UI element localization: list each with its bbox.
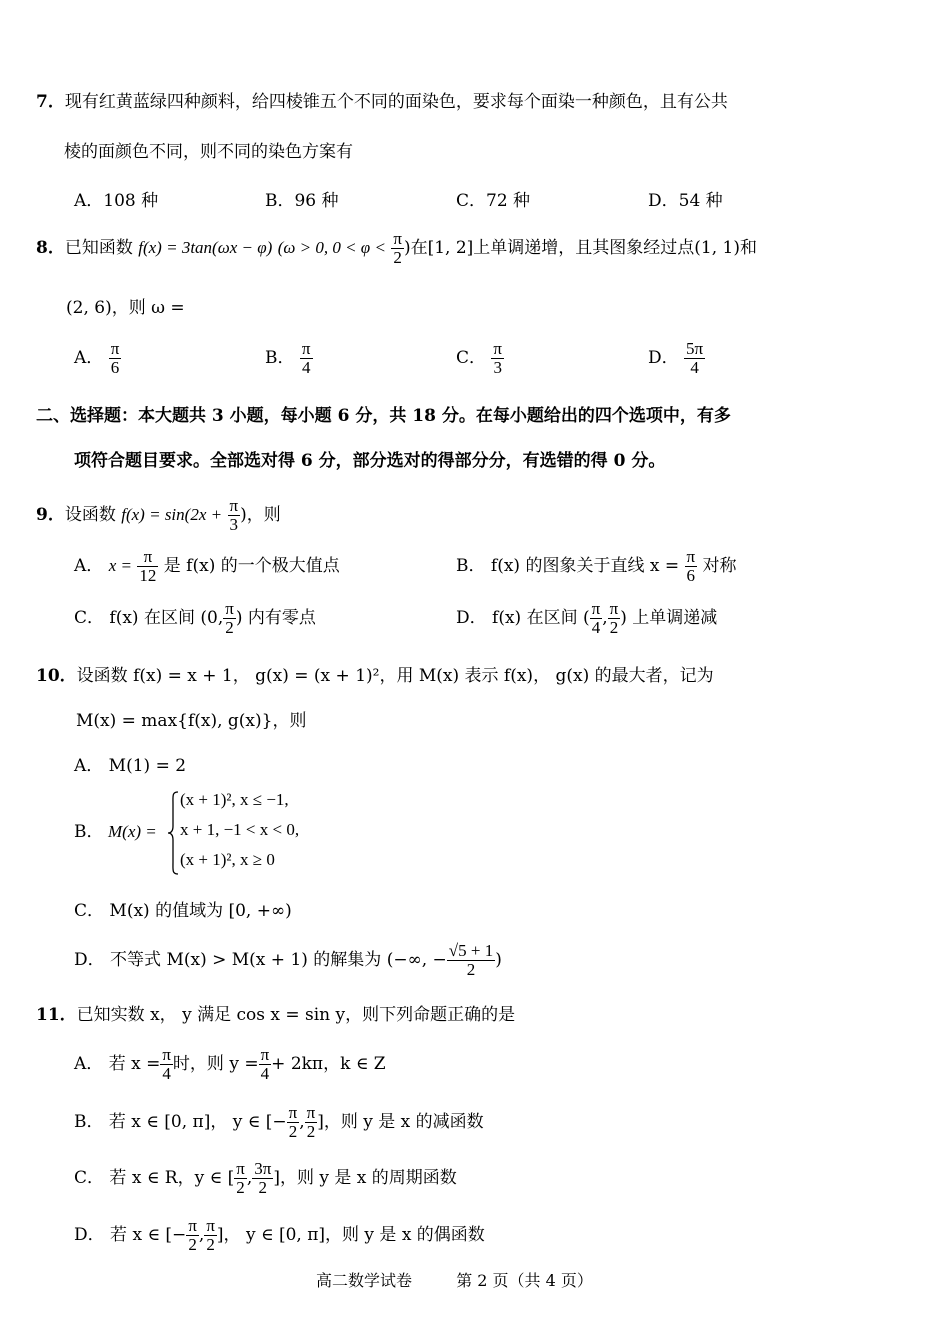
footer-page-number: 第 2 页（共 4 页） <box>456 1271 593 1290</box>
q7-stem-line2: 棱的面颜色不同，则不同的染色方案有 <box>64 142 353 162</box>
q8-b-den: 4 <box>300 358 313 377</box>
q8-condition: (ω > 0, 0 < φ < <box>277 237 386 257</box>
q8-a-num: π <box>110 339 120 358</box>
q11-b-text2: ]，则 y 是 x 的减函数 <box>317 1111 484 1132</box>
q11-a-den2: 4 <box>259 1064 272 1083</box>
q9-c-fraction <box>223 600 236 637</box>
q9-b-num: π <box>686 547 696 566</box>
q11-d-text1: 若 x ∈ [− <box>110 1224 187 1245</box>
q9-d-text: f(x) 在区间 ( <box>492 607 590 628</box>
q8-c-den: 3 <box>491 358 504 377</box>
q11-c-fraction1 <box>234 1160 247 1197</box>
q11-c-num2: 3π <box>254 1159 272 1178</box>
q8-frac-num: π <box>393 229 402 248</box>
q8-option-b-fraction <box>300 340 313 377</box>
q8-b-num: π <box>301 339 311 358</box>
q8-option-c-label: C． <box>456 347 487 368</box>
q11-c-text2: ]，则 y 是 x 的周期函数 <box>273 1167 457 1188</box>
q8-option-c-fraction <box>491 340 504 377</box>
q11-b-label: B． <box>74 1111 104 1132</box>
q10-text1: 设函数 f(x) = x + 1， g(x) = (x + 1)²，用 M(x) 表示 f(x)， g(x) 的最大者，记为 <box>76 666 714 686</box>
q8-option-d-fraction <box>684 340 705 377</box>
q7-text1: 现有红黄蓝绿四种颜料，给四棱锥五个不同的面染色，要求每个面染一种颜色，且有公共 <box>64 92 728 112</box>
q10-option-d <box>74 942 502 979</box>
q11-c-den1: 2 <box>234 1178 247 1197</box>
q9-option-c <box>74 600 316 637</box>
q10-stem-line2: M(x) = max{f(x), g(x)}，则 <box>76 711 307 731</box>
q9-c-text: f(x) 在区间 (0, <box>109 607 224 628</box>
section2-header-line2: 项符合题目要求。全部选对得 6 分，部分选对的得部分分，有选错的得 0 分。 <box>74 451 666 471</box>
q9-text1: 设函数 <box>64 504 116 525</box>
q9-stem <box>36 497 281 534</box>
q11-c-comma: , <box>246 1167 253 1188</box>
q9-d-num1: π <box>591 599 601 618</box>
q9-c-den: 2 <box>223 618 236 637</box>
q8-stem-line1 <box>36 230 757 267</box>
q10-b-label: B． <box>74 822 104 842</box>
q7-option-a: A．108 种 <box>74 191 159 211</box>
q11-a-num2: π <box>260 1045 270 1064</box>
q8-frac-den: 2 <box>391 248 404 267</box>
q11-a-den1: 4 <box>160 1064 173 1083</box>
q10-option-a: A． M(1) = 2 <box>74 756 187 776</box>
q9-option-b <box>456 548 737 585</box>
q11-b-den2: 2 <box>305 1122 318 1141</box>
section2-header-line1: 二、选择题：本大题共 3 小题，每小题 6 分，共 18 分。在每小题给出的四个选项中，有多 <box>36 406 731 426</box>
q11-c-den2: 2 <box>252 1178 273 1197</box>
q9-d-fraction1 <box>590 600 603 637</box>
q11-option-d <box>74 1217 485 1254</box>
q8-d-num: 5π <box>686 339 704 358</box>
q9-frac-num: π <box>229 496 239 515</box>
q11-a-text2: 时，则 y = <box>172 1053 259 1074</box>
q9-text2: )，则 <box>240 504 281 525</box>
q9-b-label: B． <box>456 555 486 576</box>
q8-number: 8． <box>36 237 65 258</box>
q10-stem-line1 <box>36 666 714 686</box>
q9-d-num2: π <box>609 599 619 618</box>
q9-a-label: A． <box>74 555 104 576</box>
q9-function: f(x) = sin(2x + <box>121 504 223 524</box>
q8-a-den: 6 <box>109 358 122 377</box>
q11-b-text1: 若 x ∈ [0, π]， y ∈ [− <box>108 1111 287 1132</box>
q9-d-den2: 2 <box>608 618 621 637</box>
q9-d-comma: , <box>602 607 608 628</box>
q9-b-text: f(x) 的图象关于直线 x = <box>490 555 680 576</box>
q8-c-num: π <box>493 339 503 358</box>
q11-b-comma: , <box>299 1111 305 1132</box>
q11-text: 已知实数 x， y 满足 cos x = sin y，则下列命题正确的是 <box>76 1005 516 1025</box>
q8-option-d <box>648 340 705 377</box>
q9-b-rest: 对称 <box>702 555 737 576</box>
q8-d-den: 4 <box>684 358 705 377</box>
q9-a-den: 12 <box>139 565 157 585</box>
q10-option-c: C． M(x) 的值域为 [0, +∞) <box>74 901 292 921</box>
q7-number: 7． <box>36 92 65 112</box>
q9-c-rest: ) 内有零点 <box>235 607 316 628</box>
q11-b-fraction1 <box>287 1104 300 1141</box>
q9-a-x: x = <box>108 555 132 575</box>
q11-b-num1: π <box>288 1103 298 1122</box>
q11-d-fraction2 <box>204 1217 217 1254</box>
page-footer <box>316 1268 593 1291</box>
q9-number: 9． <box>36 504 65 525</box>
q10-b-lhs: M(x) = <box>108 822 157 841</box>
q8-text2: )在[1, 2]上单调递增，且其图象经过点(1, 1)和 <box>403 237 757 258</box>
q10-d-end: ) <box>495 949 502 970</box>
q7-option-b: B．96 种 <box>265 191 339 211</box>
q11-a-text1: 若 x = <box>108 1053 161 1074</box>
q10-d-fraction <box>447 942 495 979</box>
q11-c-text1: 若 x ∈ R，y ∈ [ <box>109 1167 235 1188</box>
q11-number: 11． <box>36 1005 77 1025</box>
q11-b-den1: 2 <box>287 1122 300 1141</box>
q9-fraction-pi-3 <box>228 497 241 534</box>
q11-d-fraction1 <box>186 1217 199 1254</box>
q10-d-num: √5 + 1 <box>448 941 494 960</box>
q9-a-rest: 是 f(x) 的一个极大值点 <box>163 555 340 576</box>
q11-d-num1: π <box>188 1216 197 1235</box>
q10-d-label: D． <box>74 949 105 970</box>
q8-stem-line2: (2, 6)，则 ω = <box>66 298 185 318</box>
q9-c-num: π <box>225 599 234 618</box>
q10-d-den: 2 <box>447 960 495 979</box>
q9-frac-den: 3 <box>228 515 241 534</box>
q10-option-b <box>74 788 394 878</box>
q11-b-num2: π <box>306 1103 316 1122</box>
q11-option-b <box>74 1104 484 1141</box>
q11-c-label: C． <box>74 1167 105 1188</box>
q11-a-fraction2 <box>259 1046 272 1083</box>
q11-d-den1: 2 <box>186 1235 199 1254</box>
q10-b-case3: (x + 1)², x ≥ 0 <box>180 850 275 869</box>
q8-option-a-fraction <box>109 340 122 377</box>
q9-d-rest: ) 上单调递减 <box>620 607 718 628</box>
q11-stem <box>36 1005 515 1025</box>
q9-c-label: C． <box>74 607 105 628</box>
q8-option-d-label: D． <box>648 347 679 368</box>
footer-title: 高二数学试卷 <box>316 1271 413 1290</box>
q11-d-den2: 2 <box>204 1235 217 1254</box>
q10-number: 10． <box>36 666 77 686</box>
q9-a-fraction <box>137 548 158 585</box>
q11-option-a <box>74 1046 386 1083</box>
q9-option-a <box>74 548 340 585</box>
q11-d-label: D． <box>74 1224 105 1245</box>
q10-b-case2: x + 1, −1 < x < 0, <box>180 820 300 839</box>
q11-d-num2: π <box>206 1216 215 1235</box>
q8-text1: 已知函数 <box>64 237 133 258</box>
q8-option-c <box>456 340 504 377</box>
q11-d-comma: , <box>198 1224 205 1245</box>
q11-c-num1: π <box>236 1159 245 1178</box>
q7-option-d: D．54 种 <box>648 191 723 211</box>
q8-option-a-label: A． <box>74 347 104 368</box>
q11-a-text3: + 2kπ，k ∈ Z <box>271 1053 386 1074</box>
q8-function: f(x) = 3tan(ωx − φ) <box>138 237 273 257</box>
q9-d-label: D． <box>456 607 487 628</box>
q7-stem-line1 <box>36 92 728 112</box>
q10-d-text: 不等式 M(x) > M(x + 1) 的解集为 (−∞, − <box>110 949 447 970</box>
q11-option-c <box>74 1160 457 1197</box>
q8-option-b-label: B． <box>265 347 295 368</box>
q11-a-fraction1 <box>160 1046 173 1083</box>
q9-option-d <box>456 600 717 637</box>
q9-a-num: π <box>143 547 153 566</box>
q10-b-brace-icon <box>166 790 180 876</box>
q11-a-num1: π <box>162 1045 171 1064</box>
q9-d-fraction2 <box>608 600 621 637</box>
q11-b-fraction2 <box>305 1104 318 1141</box>
q11-c-fraction2 <box>252 1160 273 1197</box>
q8-fraction-pi-2 <box>391 230 404 267</box>
q11-d-text2: ]， y ∈ [0, π]，则 y 是 x 的偶函数 <box>216 1224 485 1245</box>
q7-option-c: C．72 种 <box>456 191 531 211</box>
q10-b-case1: (x + 1)², x ≤ −1, <box>180 790 289 809</box>
q9-d-den1: 4 <box>590 618 603 637</box>
q8-option-a <box>74 340 121 377</box>
q9-b-fraction <box>685 548 698 585</box>
q9-b-den: 6 <box>685 566 698 585</box>
q8-option-b <box>265 340 313 377</box>
q11-a-label: A． <box>74 1053 104 1074</box>
